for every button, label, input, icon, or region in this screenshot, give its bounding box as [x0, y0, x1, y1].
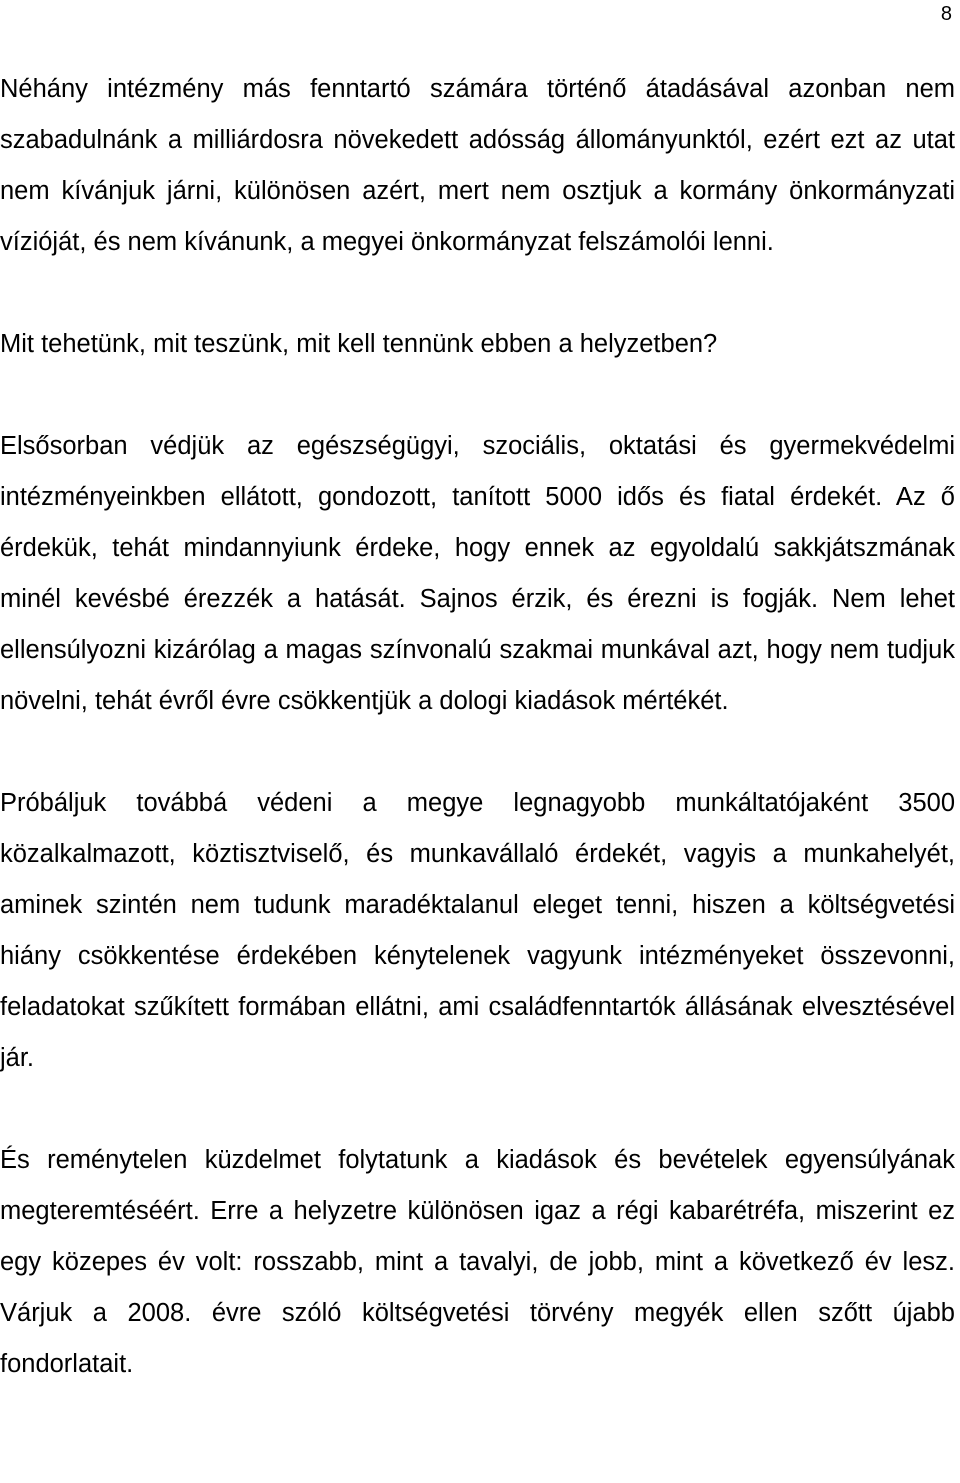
paragraph-5: És reménytelen küzdelmet folytatunk a kiadások és bevételek egyensúlyának megteremtéséért. Erre a helyzetre különösen igaz a régi kabarétréfa, miszerint ez egy közepes év volt: rosszabb, mint a tavalyi, de jobb, mint a következő év lesz. Várjuk a 2008. évre szóló költségvetési törvény megyék ellen szőtt újabb fondorlatait. [0, 1146, 955, 1378]
paragraph-3: Elsősorban védjük az egészségügyi, szociális, oktatási és gyermekvédelmi intézményeinkben ellátott, gondozott, tanított 5000 idős és fiatal érdekét. Az ő érdekük, tehát mindannyiunk érdeke, hogy ennek az egyoldalú sakkjátszmának minél kevésbé érezzék a hatását. Sajnos érzik, és érezni is fogják. Nem lehet ellensúlyozni kizárólag a magas színvonalú szakmai munkával azt, hogy nem tudjuk növelni, tehát évről évre csökkentjük a dologi kiadások mértékét. [0, 432, 955, 715]
document-body [0, 64, 955, 1390]
paragraph-4: Próbáljuk továbbá védeni a megye legnagyobb munkáltatójaként 3500 közalkalmazott, köztisztviselő, és munkavállaló érdekét, vagyis a munkahelyét, aminek szintén nem tudunk maradéktalanul eleget tenni, hiszen a költségvetési hiány csökkentése érdekében kénytelenek vagyunk intézményeket összevonni, feladatokat szűkített formában ellátni, ami családfenntartók állásának elvesztésével jár. [0, 789, 955, 1072]
page-number: 8 [940, 3, 952, 25]
paragraph-2: Mit tehetünk, mit teszünk, mit kell tennünk ebben a helyzetben? [0, 330, 718, 358]
paragraph-1: Néhány intézmény más fenntartó számára történő átadásával azonban nem szabadulnánk a milliárdosra növekedett adósság állományunktól, ezért ezt az utat nem kívánjuk járni, különösen azért, mert nem osztjuk a kormány önkormányzati vízióját, és nem kívánunk, a megyei önkormányzat felszámolói lenni. [0, 75, 955, 256]
